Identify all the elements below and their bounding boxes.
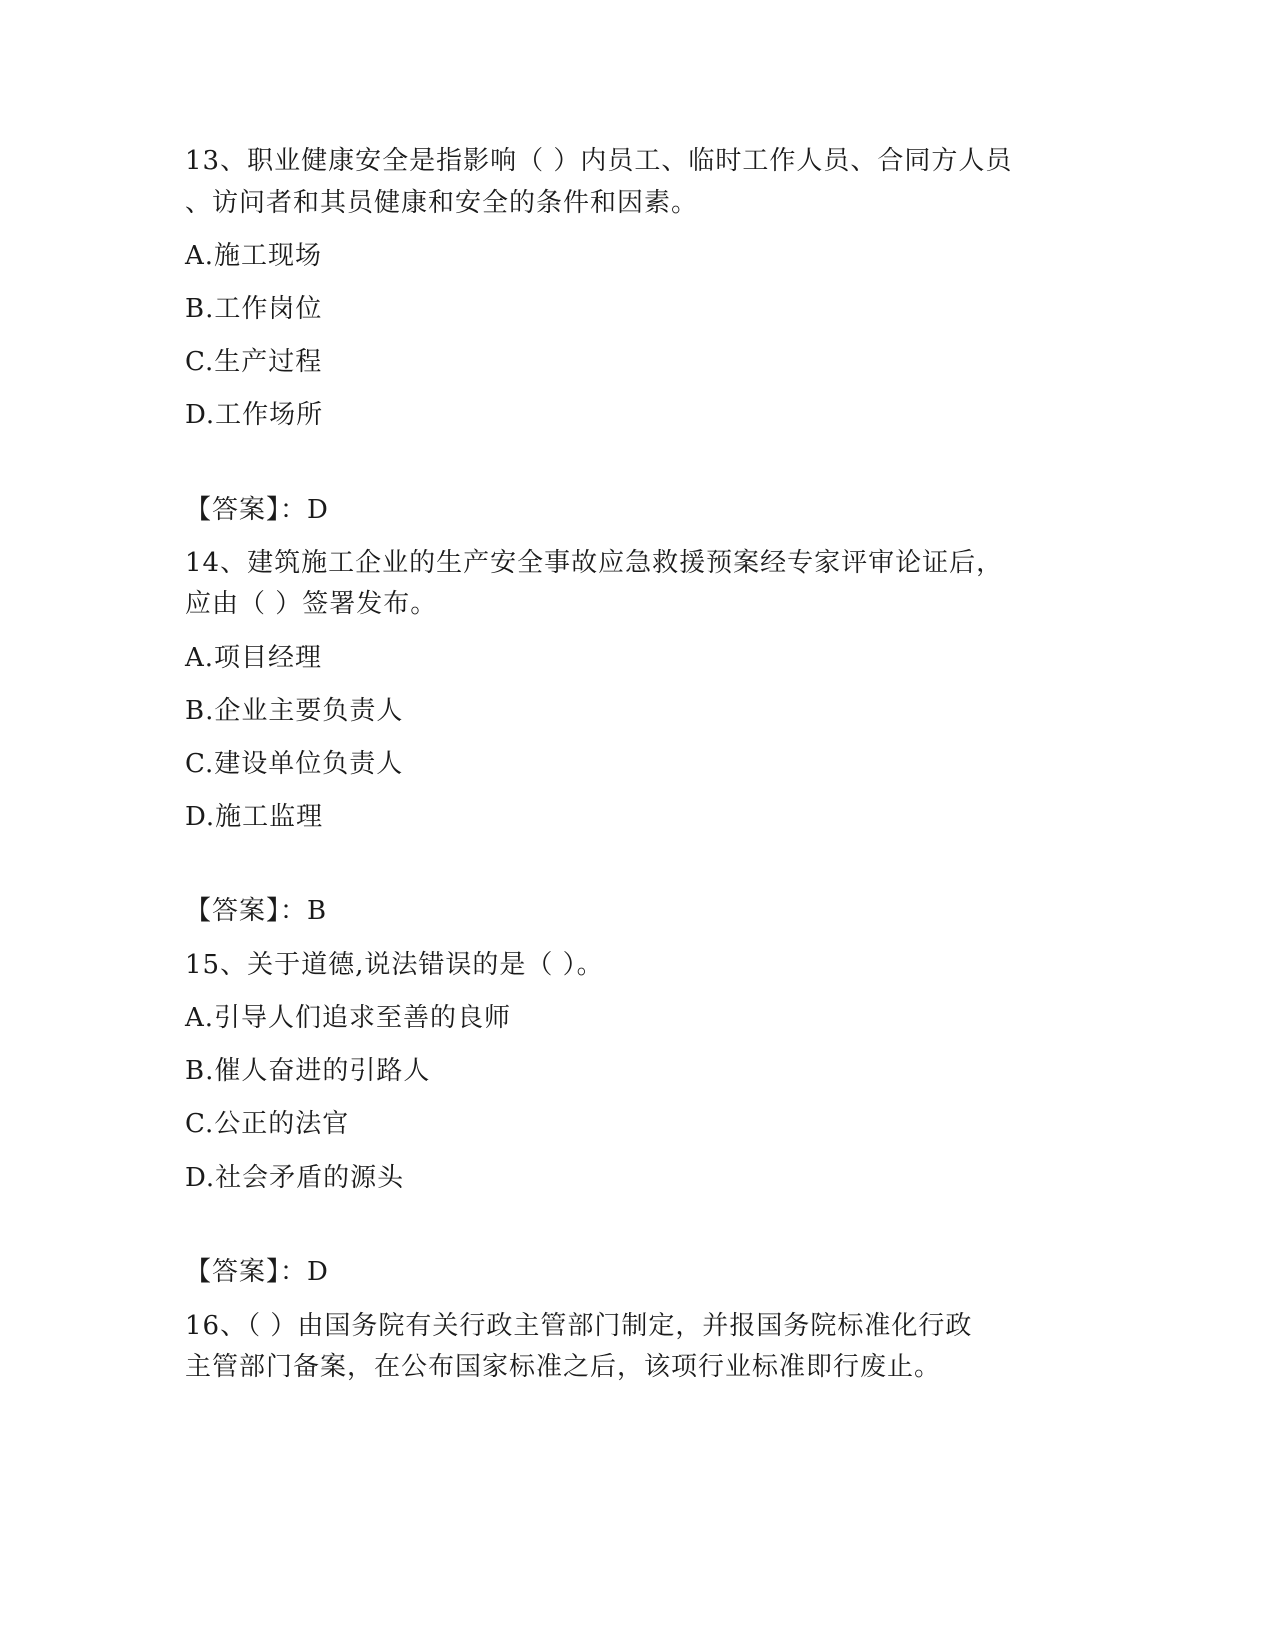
question-15-option-a: A.引导人们追求至善的良师 bbox=[185, 1003, 512, 1033]
question-15-stem: 15、关于道德,说法错误的是（ ）。 bbox=[185, 950, 604, 980]
question-13-answer: 【答案】：D bbox=[185, 495, 329, 525]
question-14-stem-line-2: 应由（ ）签署发布。 bbox=[185, 589, 438, 619]
question-14-stem-line-1: 14、建筑施工企业的生产安全事故应急救援预案经专家评审论证后， bbox=[185, 548, 1004, 578]
question-14-option-c: C.建设单位负责人 bbox=[185, 749, 404, 779]
question-15-answer: 【答案】：D bbox=[185, 1257, 329, 1287]
question-13-option-d: D.工作场所 bbox=[185, 400, 324, 430]
question-16-stem-line-2: 主管部门备案，在公布国家标准之后，该项行业标准即行废止。 bbox=[185, 1352, 942, 1382]
question-13-option-c: C.生产过程 bbox=[185, 347, 323, 377]
question-15-option-b: B.催人奋进的引路人 bbox=[185, 1056, 431, 1086]
question-13-stem-line-1: 13、职业健康安全是指影响（ ）内员工、临时工作人员、合同方人员 bbox=[185, 146, 1013, 176]
question-13-option-b: B.工作岗位 bbox=[185, 294, 323, 324]
question-13-stem-line-2: 、访问者和其员健康和安全的条件和因素。 bbox=[185, 188, 699, 218]
question-14-option-d: D.施工监理 bbox=[185, 802, 324, 832]
question-15-option-c: C.公正的法官 bbox=[185, 1109, 350, 1139]
question-14-answer: 【答案】：B bbox=[185, 896, 328, 926]
question-13-option-a: A.施工现场 bbox=[185, 241, 323, 271]
question-14-option-b: B.企业主要负责人 bbox=[185, 696, 404, 726]
question-16-stem-line-1: 16、（ ）由国务院有关行政主管部门制定，并报国务院标准化行政 bbox=[185, 1311, 973, 1341]
question-15-option-d: D.社会矛盾的源头 bbox=[185, 1163, 405, 1193]
question-14-option-a: A.项目经理 bbox=[185, 643, 323, 673]
